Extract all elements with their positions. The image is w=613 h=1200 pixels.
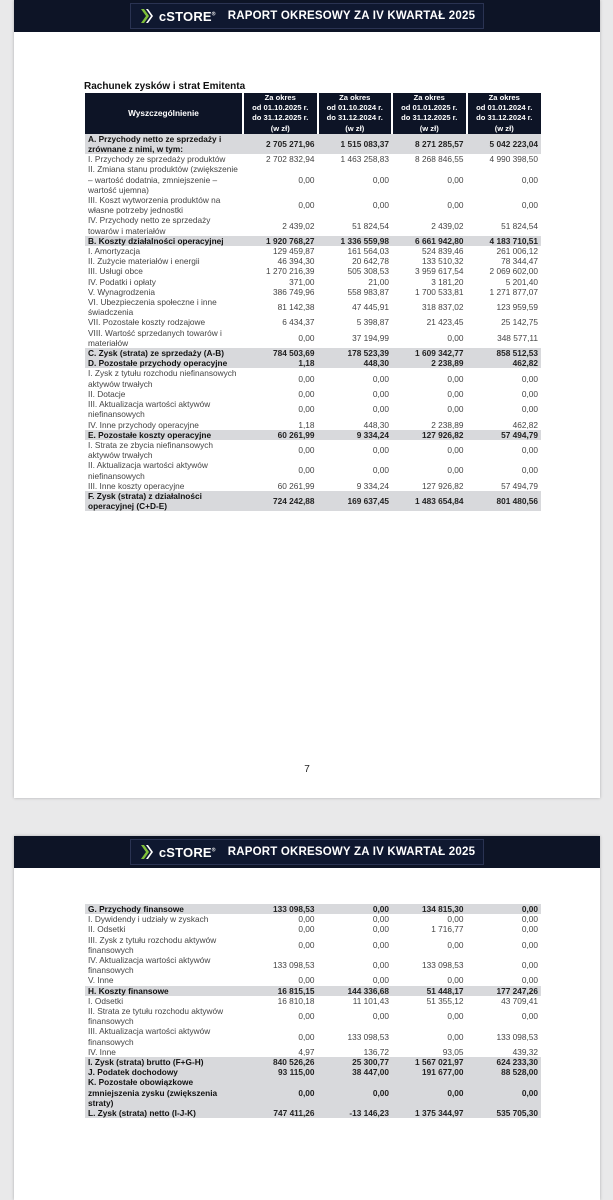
row-value: 25 142,75 [501,317,538,328]
row-value: 1 271 877,07 [489,286,538,297]
table-row [85,277,541,287]
header-period-line: (w zł) [270,123,290,133]
row-label: III. Inne koszty operacyjne [88,480,185,491]
header-period-line: od 01.10.2024 r. [326,103,383,113]
row-value: 0,00 [467,904,542,914]
row-label: D. Pozostałe przychody operacyjne [85,358,243,368]
row-value: 38 447,00 [318,1067,393,1077]
table-section-row [85,348,541,358]
row-value: 0,00 [298,332,315,343]
table-section-row [85,904,541,914]
row-value: 0,00 [372,1011,389,1022]
row-value: 133 098,53 [243,904,318,914]
header-period-line: Za okres [264,93,296,102]
row-value: 0,00 [372,404,389,415]
row-label: I. Dywidendy i udziały w zyskach [88,914,209,925]
table-row [85,1047,541,1057]
row-value: 16 815,15 [243,986,318,996]
table-body [85,904,541,1118]
row-value: 2 439,02 [282,220,315,231]
row-value: 0,00 [372,960,389,971]
row-value: 2 069 602,00 [489,266,538,277]
row-label: K. Pozostałe obowiązkowe zmniejszenia zysku (zwiększenia straty) [85,1077,243,1108]
table-section-row [85,358,541,368]
row-value: 11 101,43 [352,995,389,1006]
row-value: 2 238,89 [431,419,464,430]
row-label: III. Zysk z tytułu rozchodu aktywów finansowych [88,934,217,955]
row-value: 1,18 [243,358,318,368]
row-value: 0,00 [298,388,315,399]
row-value: 1 375 344,97 [392,1108,467,1118]
row-value: 5 042 223,04 [467,134,542,154]
row-value: 0,00 [298,445,315,455]
row-value: 127 926,82 [392,430,467,440]
row-value: 0,00 [447,1011,464,1022]
row-value: 178 523,39 [318,348,393,358]
header-period-line: od 01.01.2025 r. [401,103,458,113]
row-value: 2 238,89 [392,358,467,368]
row-value: 0,00 [372,914,389,925]
header-period-line: od 01.01.2024 r. [476,103,533,113]
page-header [14,0,600,32]
row-value: 191 677,00 [392,1067,467,1077]
row-value: 386 749,96 [272,286,315,297]
row-value: 177 247,26 [467,986,542,996]
row-value: 0,00 [298,1031,315,1042]
row-value: 0,00 [521,200,538,211]
logo-text: cSTORE® [158,8,216,24]
row-value: 5 201,40 [505,276,538,287]
row-value: 0,00 [318,904,393,914]
row-value: 0,00 [243,1077,318,1108]
header-period-line: (w zł) [419,123,439,133]
row-label: IV. Podatki i opłaty [88,276,156,287]
row-label: III. Aktualizacja wartości aktywów finansowych [88,1026,211,1047]
row-label: L. Zysk (strata) netto (I-J-K) [85,1108,243,1118]
table-row [85,195,541,215]
row-label: IV. Inne [88,1046,116,1057]
row-value: 46 394,30 [277,256,315,267]
row-value: 1 567 021,97 [392,1057,467,1067]
row-value: 840 526,26 [243,1057,318,1067]
header-period-line: do 31.12.2024 r. [476,113,533,123]
row-label: IV. Inne przychody operacyjne [88,419,199,430]
row-value: 448,30 [318,358,393,368]
row-value: 0,00 [521,174,538,185]
row-value: 0,00 [521,388,538,399]
cstore-logo-icon [137,7,157,25]
row-value: 439,32 [512,1046,538,1057]
row-value: 2 439,02 [431,220,464,231]
row-value: 5 398,87 [356,317,389,328]
row-label: V. Wynagrodzenia [88,286,155,297]
row-value: 0,00 [447,1031,464,1042]
row-value: 0,00 [521,1011,538,1022]
row-value: 624 233,30 [467,1057,542,1067]
row-value: 2 702 832,94 [266,154,315,165]
row-value: 801 480,56 [467,491,542,511]
row-value: 0,00 [467,1077,542,1108]
header-period-line: Za okres [413,93,445,102]
row-value: 261 006,12 [496,246,538,257]
row-value: 0,00 [298,924,315,935]
row-label: VIII. Wartość sprzedanych towarów i materiałów [88,327,222,348]
row-value: 4 990 398,50 [489,154,538,165]
row-label: VII. Pozostałe koszty rodzajowe [88,317,206,328]
row-value: 57 494,79 [467,430,542,440]
header-banner [130,3,484,29]
row-value: 136,72 [363,1046,389,1057]
header-period-line: do 31.12.2025 r. [252,113,309,123]
row-label: E. Pozostałe koszty operacyjne [85,430,243,440]
row-value: 51 448,17 [392,986,467,996]
row-value: 6 661 942,80 [392,236,467,246]
row-value: 0,00 [298,1011,315,1022]
header-period-line: (w zł) [494,123,514,133]
row-value: 0,00 [447,174,464,185]
table-section-row [85,236,541,246]
row-value: 0,00 [298,914,315,925]
row-label: III. Aktualizacja wartości aktywów niefinansowych [88,399,211,420]
table-section-row [85,986,541,996]
row-value: 0,00 [521,939,538,950]
row-value: 2 705 271,96 [243,134,318,154]
row-value: 0,00 [298,404,315,415]
row-value: 348 577,11 [497,332,538,343]
table-section-row [85,1108,541,1118]
row-value: 51 355,12 [426,995,464,1006]
row-value: 0,00 [298,200,315,211]
row-value: 16 810,18 [277,995,315,1006]
page-header [14,836,600,868]
table-section-row [85,430,541,440]
row-value: 558 983,87 [347,286,389,297]
table-section-row [85,134,541,154]
table-row [85,164,541,195]
table-row [85,287,541,297]
row-value: 88 528,00 [467,1067,542,1077]
row-label: II. Strata ze tytułu rozchodu aktywów finansowych [88,1006,224,1027]
row-value: 133 098,53 [347,1031,389,1042]
row-value: 0,00 [372,388,389,399]
table-row [85,440,541,460]
table-row [85,420,541,430]
row-value: 3 959 617,54 [415,266,464,277]
row-value: 6 434,37 [282,317,315,328]
table-row [85,975,541,985]
row-value: 0,00 [447,200,464,211]
row-value: 1 920 768,27 [243,236,318,246]
row-label: II. Zużycie materiałów i energii [88,256,200,267]
row-label: IV. Aktualizacja wartości aktywów finansowych [88,955,211,976]
row-label: I. Amortyzacja [88,246,141,257]
row-label: IV. Przychody netto ze sprzedaży towarów i materiałów [88,215,211,236]
row-value: 724 242,88 [243,491,318,511]
table-row [85,955,541,975]
row-value: 505 308,53 [347,266,389,277]
table-section-row [85,1057,541,1067]
header-period-line: do 31.12.2024 r. [326,113,383,123]
row-value: 43 709,41 [501,995,538,1006]
row-label: II. Zmiana stanu produktów (zwiększenie – wartość dodatnia, zmniejszenie – wartość ujemna) [88,164,238,195]
row-value: 169 637,45 [318,491,393,511]
row-value: 81 142,38 [277,302,315,313]
row-value: 37 194,99 [352,332,389,343]
table-row [85,935,541,955]
row-value: 0,00 [298,939,315,950]
header-cell-period [467,93,542,134]
row-label: J. Podatek dochodowy [85,1067,243,1077]
row-value: 8 268 846,55 [415,154,464,165]
row-value: 0,00 [392,1077,467,1108]
row-value: 0,00 [372,465,389,476]
row-value: 524 839,46 [421,246,464,257]
row-value: 1 463 258,83 [340,154,389,165]
table-row [85,297,541,317]
row-value: 51 824,54 [501,220,538,231]
table-row [85,924,541,934]
row-value: 0,00 [521,960,538,971]
table-row [85,914,541,924]
row-value: 1 515 083,37 [318,134,393,154]
row-value: 4 183 710,51 [467,236,542,246]
table-header-row [85,93,541,134]
row-value: 0,00 [447,388,464,399]
row-value: 0,00 [447,914,464,925]
row-value: 0,00 [447,373,464,384]
row-value: 784 503,69 [243,348,318,358]
row-label: I. Strata ze zbycia niefinansowych aktywów trwałych [88,439,213,461]
row-value: 535 705,30 [467,1108,542,1118]
row-label: A. Przychody netto ze sprzedaży i zrównane z nimi, w tym: [85,134,243,154]
row-value: 21,00 [368,276,389,287]
row-value: 20 642,78 [352,256,389,267]
cstore-logo [137,7,216,25]
row-value: 462,82 [467,358,542,368]
row-value: 133 510,32 [421,256,464,267]
row-label: III. Usługi obce [88,266,143,277]
row-value: 0,00 [298,465,315,476]
row-value: 93 115,00 [243,1067,318,1077]
row-label: VI. Ubezpieczenia społeczne i inne świadczenia [88,297,217,318]
row-value: 0,00 [298,174,315,185]
table-section-row [85,491,541,511]
row-value: 462,82 [512,419,538,430]
header-cell-period [318,93,393,134]
row-value: 0,00 [447,939,464,950]
row-value: 0,00 [372,445,389,455]
row-label: I. Przychody ze sprzedaży produktów [88,154,226,165]
row-value: 0,00 [372,200,389,211]
table-row [85,328,541,348]
row-value: 1,18 [298,419,315,430]
row-value: 0,00 [447,332,464,343]
report-sheet-1 [14,0,600,798]
row-value: 78 344,47 [501,256,538,267]
row-value: 3 181,20 [431,276,464,287]
row-value: 0,00 [521,914,538,925]
table-row [85,317,541,327]
row-value: 0,00 [521,445,538,455]
row-value: 133 098,53 [496,1031,538,1042]
row-label: II. Odsetki [88,924,126,935]
table-row [85,368,541,388]
logo-text: cSTORE® [158,844,216,860]
row-value: 0,00 [298,373,315,384]
header-period-line: od 01.10.2025 r. [252,103,309,113]
row-value: 161 564,03 [347,246,389,257]
row-label: C. Zysk (strata) ze sprzedaży (A-B) [85,348,243,358]
row-value: 0,00 [447,404,464,415]
row-value: 133 098,53 [421,960,464,971]
row-value: 0,00 [372,939,389,950]
row-label: V. Inne [88,975,114,986]
row-label: F. Zysk (strata) z działalności operacyjnej (C+D-E) [85,491,243,511]
row-value: 0,00 [521,924,538,935]
section-title: Rachunek zysków i strat Emitenta [84,81,246,92]
header-cell-description: Wyszczególnienie [85,93,243,134]
income-statement-table-part-1 [85,93,541,511]
row-value: 371,00 [289,276,315,287]
row-value: 1 716,77 [431,924,464,935]
row-value: 134 815,30 [392,904,467,914]
table-row [85,399,541,419]
row-value: 0,00 [372,174,389,185]
row-value: 0,00 [298,975,315,986]
row-value: 858 512,53 [467,348,542,358]
row-value: 8 271 285,57 [392,134,467,154]
row-value: 0,00 [447,975,464,986]
table-row [85,481,541,491]
row-value: 133 098,53 [272,960,315,971]
page-number: 7 [304,764,310,775]
row-value: 0,00 [372,975,389,986]
row-value: 9 334,24 [318,430,393,440]
row-value: 318 837,02 [421,302,464,313]
row-value: 0,00 [447,445,464,455]
row-label: I. Odsetki [88,995,124,1006]
table-section-row [85,1077,541,1108]
row-value: 47 445,91 [352,302,389,313]
row-value: 127 926,82 [421,480,464,491]
header-period-line: (w zł) [345,123,365,133]
row-value: 57 494,79 [501,480,538,491]
report-title: RAPORT OKRESOWY ZA IV KWARTAŁ 2025 [227,10,476,22]
row-label: I. Zysk (strata) brutto (F+G-H) [85,1057,243,1067]
row-value: 1 609 342,77 [392,348,467,358]
report-title: RAPORT OKRESOWY ZA IV KWARTAŁ 2025 [227,846,476,858]
header-period-line: Za okres [339,93,371,102]
header-cell-period [243,93,318,134]
table-row [85,154,541,164]
row-value: 0,00 [372,924,389,935]
row-value: 4,97 [298,1046,315,1057]
row-label: H. Koszty finansowe [85,986,243,996]
row-value: 0,00 [447,465,464,476]
row-value: 1 336 559,98 [318,236,393,246]
row-value: 9 334,24 [356,480,389,491]
row-value: 1 700 533,81 [415,286,464,297]
row-value: 60 261,99 [277,480,315,491]
row-value: 1 270 216,39 [266,266,315,277]
row-value: 0,00 [318,1077,393,1108]
row-value: -13 146,23 [318,1108,393,1118]
row-label: II. Aktualizacja wartości aktywów niefinansowych [88,460,208,481]
row-value: 0,00 [521,975,538,986]
table-row [85,266,541,276]
row-value: 448,30 [363,419,389,430]
table-row [85,389,541,399]
row-label: I. Zysk z tytułu rozchodu niefinansowych aktywów trwałych [88,368,237,389]
header-period-line: Za okres [488,93,520,102]
row-label: III. Koszt wytworzenia produktów na własne potrzeby jednostki [88,195,221,216]
row-value: 25 300,77 [318,1057,393,1067]
row-label: B. Koszty działalności operacyjnej [85,236,243,246]
row-value: 129 459,87 [272,246,315,257]
table-body [85,134,541,512]
header-banner [130,839,484,865]
row-value: 123 959,59 [496,302,538,313]
row-value: 747 411,26 [243,1108,318,1118]
header-cell-period [392,93,467,134]
table-row [85,246,541,256]
table-row [85,460,541,480]
row-value: 51 824,54 [352,220,389,231]
table-row [85,996,541,1006]
row-value: 60 261,99 [243,430,318,440]
cstore-logo [137,843,216,861]
table-row [85,256,541,266]
row-value: 0,00 [521,373,538,384]
income-statement-table-part-2 [85,904,541,1118]
table-row [85,215,541,235]
row-label: G. Przychody finansowe [85,904,243,914]
table-section-row [85,1067,541,1077]
cstore-logo-icon [137,843,157,861]
table-row [85,1006,541,1026]
header-period-line: do 31.12.2025 r. [401,113,458,123]
row-value: 0,00 [372,373,389,384]
table-row [85,1026,541,1046]
row-value: 93,05 [442,1046,464,1057]
row-value: 21 423,45 [426,317,464,328]
row-value: 1 483 654,84 [392,491,467,511]
row-label: II. Dotacje [88,388,126,399]
row-value: 144 336,68 [318,986,393,996]
row-value: 0,00 [521,404,538,415]
row-value: 0,00 [521,465,538,476]
report-sheet-2 [14,836,600,1200]
